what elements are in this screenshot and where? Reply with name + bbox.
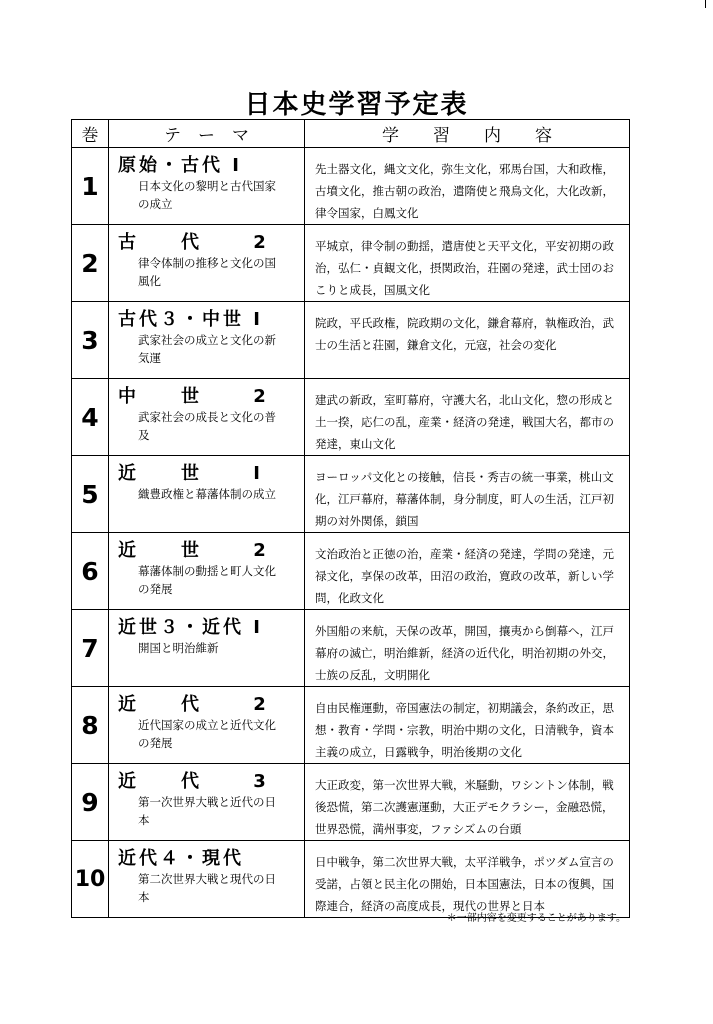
volume-number: 4 (72, 379, 109, 456)
theme-title: 中 世 2 (118, 386, 269, 407)
theme-subtitle: 武家社会の成長と文化の普及 (138, 410, 276, 442)
content-cell: 建武の新政，室町幕府，守護大名，北山文化，惣の形成と土一揆，応仁の乱，産業・経済の発達，戦国大名，都市の発達，東山文化 (305, 379, 630, 456)
footnote: ＊一部内容を変更することがあります。 (446, 913, 626, 924)
theme-subtitle: 第二次世界大戦と現代の日本 (138, 872, 276, 904)
table-row (72, 456, 630, 533)
theme-title: 近 世 I (118, 463, 263, 484)
theme-cell (109, 533, 305, 610)
volume-number: 2 (72, 225, 109, 302)
theme-cell (109, 148, 305, 225)
theme-cell (109, 379, 305, 456)
content-cell: 先土器文化，縄文文化，弥生文化，邪馬台国，大和政権，古墳文化，推古朝の政治，遣隋使と飛鳥文化，大化改新，律令国家，白鳳文化 (305, 148, 630, 225)
theme-subtitle: 律令体制の推移と文化の国風化 (138, 256, 276, 288)
table-header-row (72, 120, 630, 148)
theme-subtitle: 織豊政権と幕藩体制の成立 (138, 487, 276, 501)
theme-cell (109, 687, 305, 764)
theme-cell (109, 610, 305, 687)
theme-subtitle: 第一次世界大戦と近代の日本 (138, 795, 276, 827)
content-cell: 文治政治と正徳の治，産業・経済の発達，学問の発達，元禄文化，享保の改革，田沼の政治，寛政の改革，新しい学問，化政文化 (305, 533, 630, 610)
theme-cell (109, 225, 305, 302)
theme-subtitle: 開国と明治維新 (138, 641, 219, 655)
volume-number: 9 (72, 764, 109, 841)
table-row (72, 302, 630, 379)
theme-title: 原始・古代 I (118, 155, 242, 176)
content-cell: 院政，平氏政権，院政期の文化，鎌倉幕府，執権政治，武士の生活と荘園，鎌倉文化，元寇，社会の変化 (305, 302, 630, 379)
content-cell: 平城京，律令制の動揺，遣唐使と天平文化，平安初期の政治，弘仁・貞観文化，摂関政治，荘園の発達，武士団のおこりと成長，国風文化 (305, 225, 630, 302)
header-content: 学 習 内 容 (305, 120, 630, 148)
table-row (72, 379, 630, 456)
volume-number: 5 (72, 456, 109, 533)
theme-cell (109, 841, 305, 918)
content-cell: ヨーロッパ文化との接触，信長・秀吉の統一事業，桃山文化，江戸幕府，幕藩体制，身分制度，町人の生活，江戸初期の対外関係，鎖国 (305, 456, 630, 533)
table-row (72, 225, 630, 302)
volume-number: 1 (72, 148, 109, 225)
table-row (72, 533, 630, 610)
theme-title: 近代４・現代 (118, 848, 244, 869)
volume-number: 10 (72, 841, 109, 918)
content-cell: 日中戦争，第二次世界大戦，太平洋戦争，ポツダム宣言の受諾，占領と民主化の開始，日本国憲法，日本の復興，国際連合，経済の高度成長，現代の世界と日本 (305, 841, 630, 918)
theme-title: 近 代 3 (118, 771, 269, 792)
theme-title: 近 世 2 (118, 540, 269, 561)
table-row (72, 687, 630, 764)
theme-subtitle: 幕藩体制の動揺と町人文化の発展 (138, 564, 276, 596)
header-vol: 巻 (72, 120, 109, 148)
theme-cell (109, 302, 305, 379)
volume-number: 8 (72, 687, 109, 764)
theme-title: 近世３・近代 I (118, 617, 263, 638)
table-row (72, 764, 630, 841)
volume-number: 3 (72, 302, 109, 379)
table-row (72, 148, 630, 225)
page-title: 日本史学習予定表 (244, 90, 469, 120)
content-cell: 外国船の来航，天保の改革，開国，攘夷から倒幕へ，江戸幕府の滅亡，明治維新，経済の近代化，明治初期の外交，士族の反乱，文明開化 (305, 610, 630, 687)
theme-cell (109, 456, 305, 533)
theme-title: 近 代 2 (118, 694, 269, 715)
corner-mark (705, 0, 706, 8)
table-row (72, 610, 630, 687)
theme-subtitle: 近代国家の成立と近代文化の発展 (138, 718, 276, 750)
content-cell: 大正政変，第一次世界大戦，米騒動，ワシントン体制，戦後恐慌，第二次護憲運動，大正デモクラシー，金融恐慌，世界恐慌，満州事変，ファシズムの台頭 (305, 764, 630, 841)
theme-title: 古代３・中世 I (118, 309, 263, 330)
theme-title: 古 代 2 (118, 232, 269, 253)
content-cell: 自由民権運動，帝国憲法の制定，初期議会，条約改正，思想・教育・学問・宗教，明治中期の文化，日清戦争，資本主義の成立，日露戦争，明治後期の文化 (305, 687, 630, 764)
theme-subtitle: 日本文化の黎明と古代国家の成立 (138, 179, 276, 211)
theme-cell (109, 764, 305, 841)
theme-subtitle: 武家社会の成立と文化の新気運 (138, 333, 276, 365)
table-row (72, 841, 630, 918)
volume-number: 7 (72, 610, 109, 687)
header-theme: テ ー マ (109, 120, 305, 148)
schedule-table (71, 119, 630, 918)
volume-number: 6 (72, 533, 109, 610)
